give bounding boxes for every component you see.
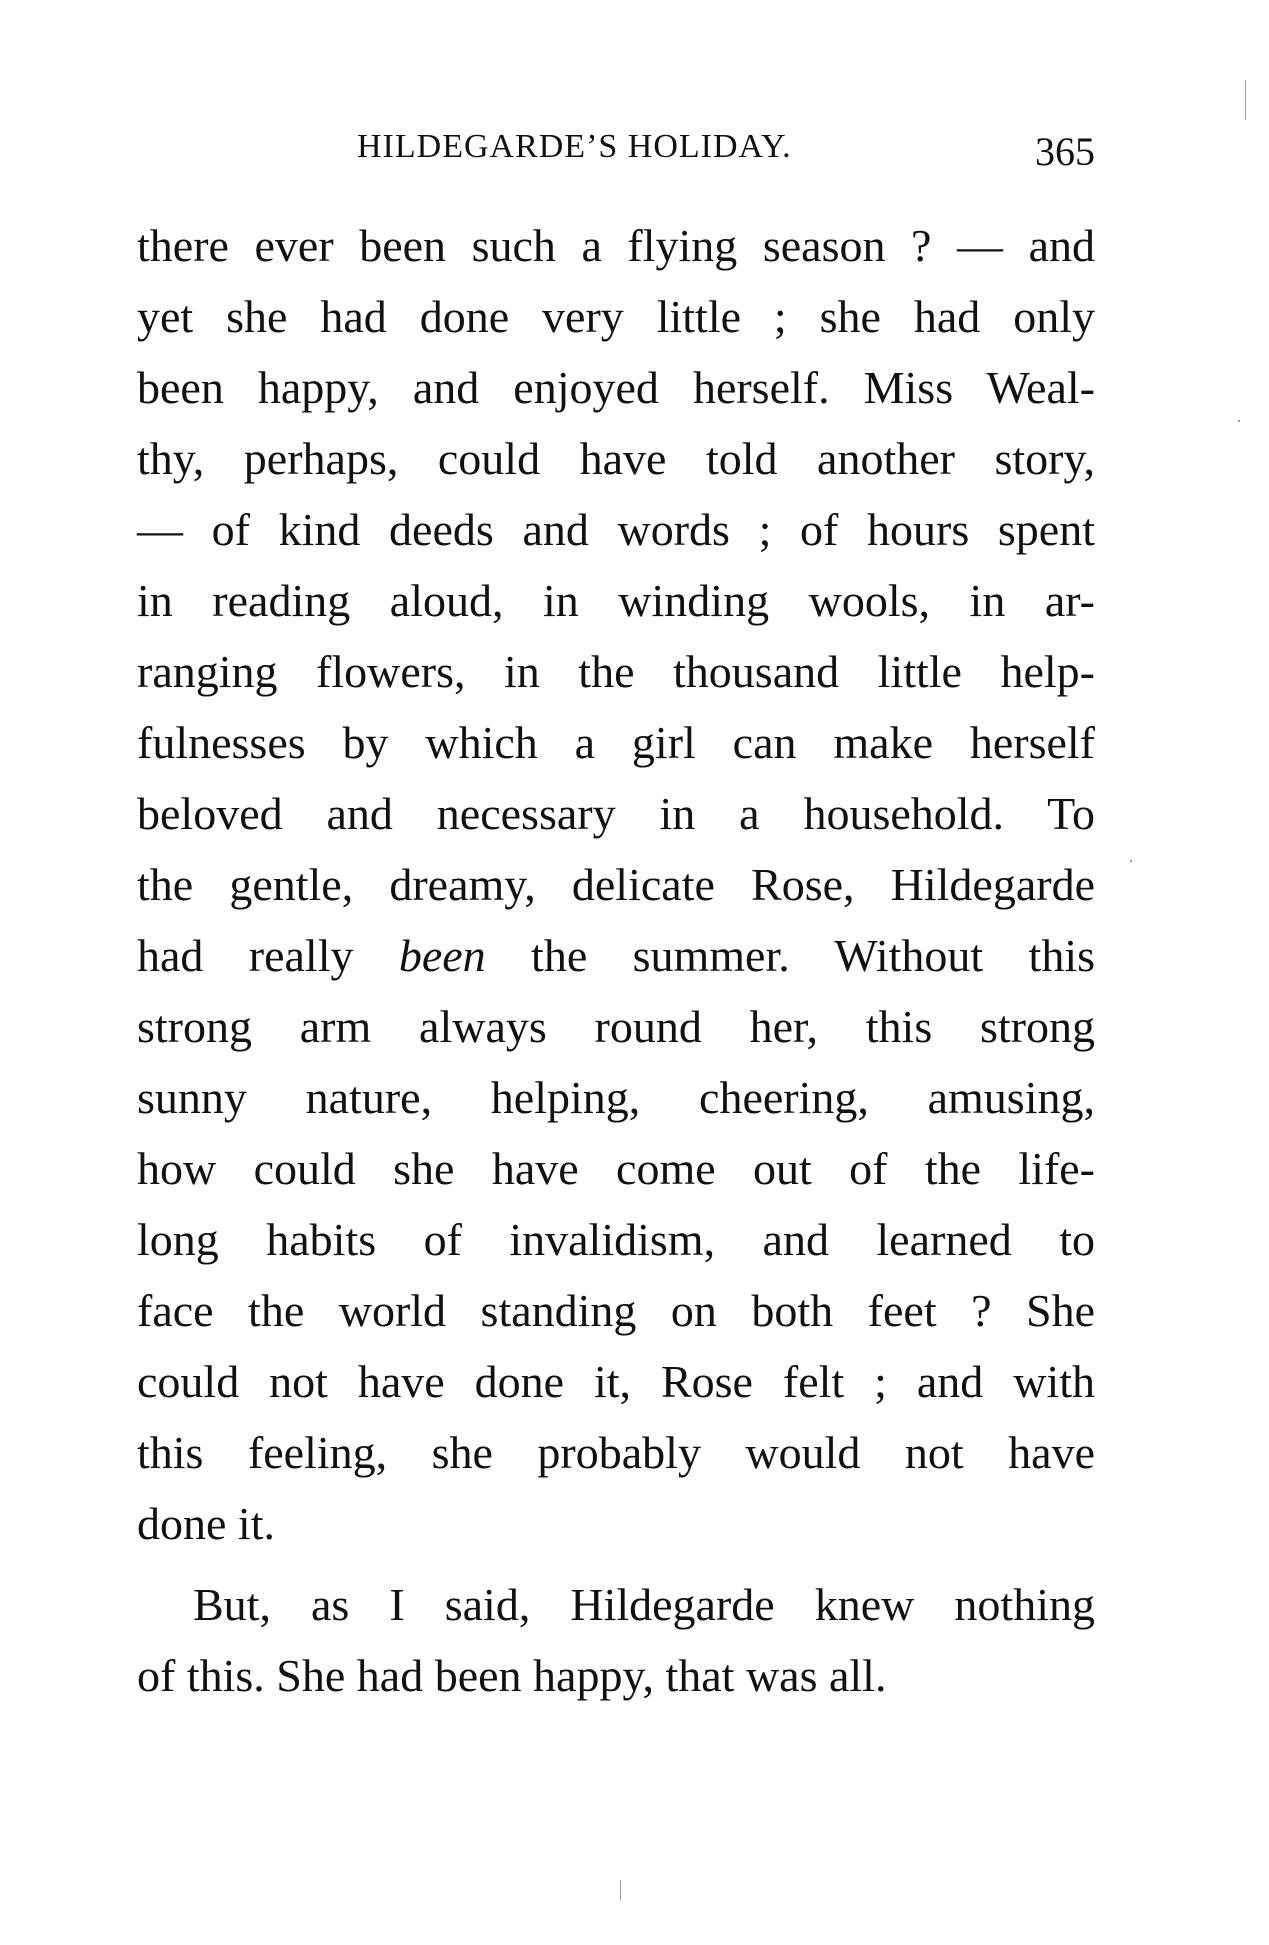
text-line: done it.: [137, 1498, 275, 1549]
text-line: long habits of invalidism, and learned to: [137, 1214, 1095, 1265]
scan-speck: [620, 1880, 621, 1900]
text-line: strong arm always round her, this strong: [137, 1001, 1095, 1052]
text-line: been happy, and enjoyed herself. Miss Weal-: [137, 362, 1095, 413]
text-line: this feeling, she probably would not have: [137, 1427, 1095, 1478]
text-line: the gentle, dreamy, delicate Rose, Hildegarde: [137, 859, 1095, 910]
text-line: ranging flowers, in the thousand little help-: [137, 646, 1095, 697]
scan-speck: [1245, 80, 1246, 120]
text-line: how could she have come out of the life-: [137, 1143, 1095, 1194]
italic-word: been: [398, 930, 486, 981]
text-line: But, as I said, Hildegarde knew nothing: [193, 1579, 1095, 1630]
text-line: — of kind deeds and words ; of hours spent: [137, 504, 1095, 555]
scan-speck: [1238, 420, 1240, 422]
text-line: fulnesses by which a girl can make herself: [137, 717, 1095, 768]
text-line: in reading aloud, in winding wools, in ar-: [137, 575, 1095, 626]
text-segment: had really: [137, 930, 399, 981]
text-line: sunny nature, helping, cheering, amusing,: [137, 1072, 1095, 1123]
running-title: HILDEGARDE’S HOLIDAY.: [357, 128, 792, 165]
page-header: [137, 128, 1095, 188]
body-text: [137, 210, 1095, 1711]
text-line: thy, perhaps, could have told another story,: [137, 433, 1095, 484]
text-line: could not have done it, Rose felt ; and with: [137, 1356, 1095, 1407]
paragraph-1: [137, 210, 1095, 1559]
text-line: face the world standing on both feet ? She: [137, 1285, 1095, 1336]
text-line: [137, 920, 1095, 991]
scan-speck: [1130, 860, 1132, 862]
text-line: of this. She had been happy, that was all.: [137, 1650, 887, 1701]
text-segment: the summer. Without this: [485, 930, 1095, 981]
text-line: yet she had done very little ; she had only: [137, 291, 1095, 342]
paragraph-2: [137, 1569, 1095, 1711]
text-line: there ever been such a flying season ? — and: [137, 220, 1095, 271]
page-number: 365: [1035, 129, 1095, 174]
text-line: beloved and necessary in a household. To: [137, 788, 1095, 839]
